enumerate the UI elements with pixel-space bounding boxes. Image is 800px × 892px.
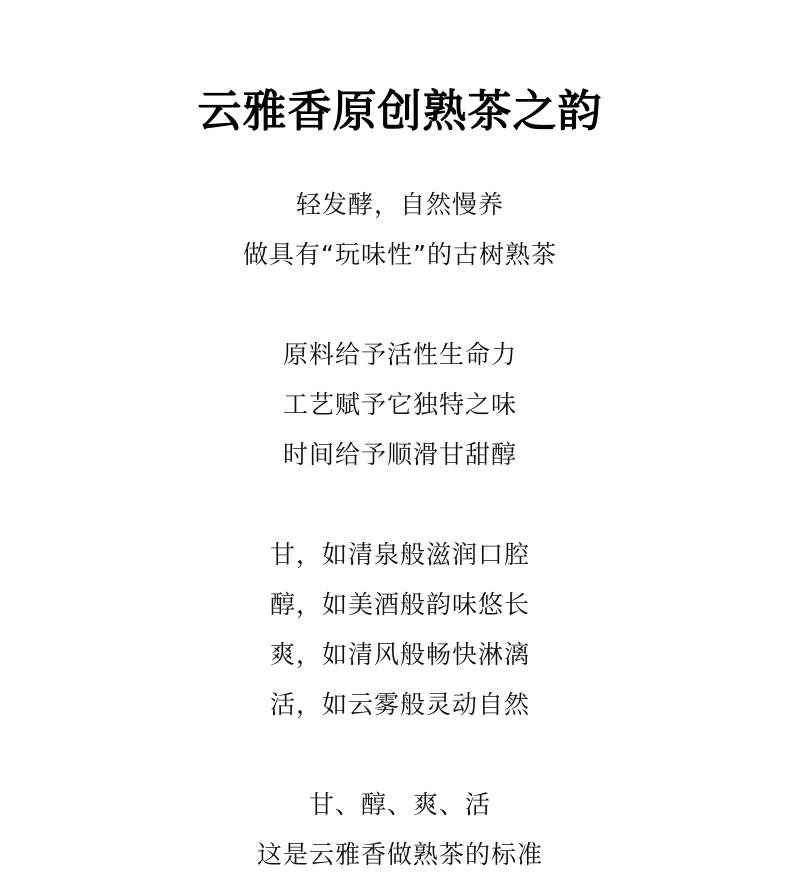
- stanza3-line3: 爽，如清风般畅快淋漓: [269, 640, 530, 669]
- stanza2-line1: 原料给予活性生命力: [282, 340, 517, 369]
- stanza2-line2: 工艺赋予它独特之味: [282, 390, 517, 419]
- stanza1-line2: 做具有“玩味性”的古树熟茶: [243, 240, 557, 269]
- stanza3-line2: 醇，如美酒般韵味悠长: [269, 590, 530, 619]
- stanza2-line3: 时间给予顺滑甘甜醇: [282, 440, 517, 469]
- stanza3-line4: 活，如云雾般灵动自然: [269, 690, 530, 719]
- page-title: 云雅香原创熟茶之韵: [197, 86, 603, 137]
- stanza4-line1: 甘、醇、爽、活: [308, 790, 491, 819]
- stanza4-line2: 这是云雅香做熟茶的标准: [256, 840, 543, 869]
- stanza3-line1: 甘，如清泉般滋润口腔: [269, 540, 530, 569]
- stanza1-line1: 轻发酵，自然慢养: [295, 190, 504, 219]
